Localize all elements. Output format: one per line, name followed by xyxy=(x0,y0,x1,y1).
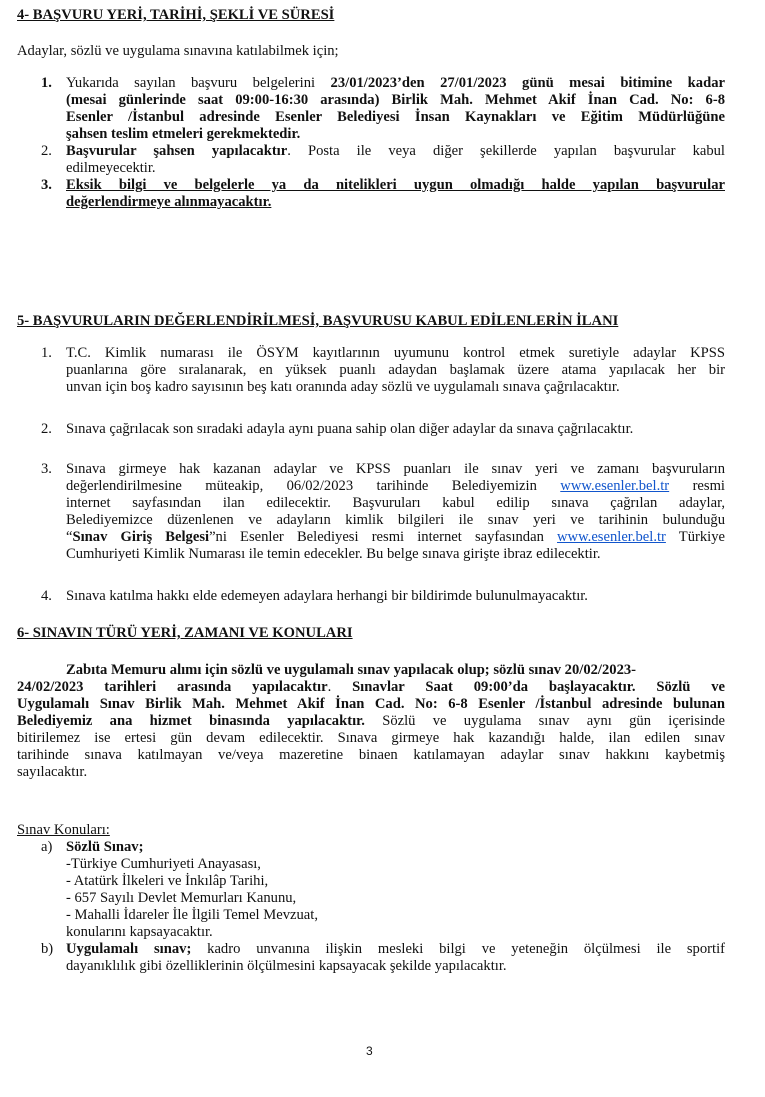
list-item-line xyxy=(66,478,725,495)
section-4-intro: Adaylar, sözlü ve uygulama sınavına katılabilmek için; xyxy=(17,43,339,59)
bold-text: 24/02/2023 tarihleri arasında yapılacaktır xyxy=(17,679,328,695)
list-marker: b) xyxy=(41,941,54,957)
paragraph-line xyxy=(17,679,725,696)
list-number: 3. xyxy=(41,461,52,477)
paragraph-line: Zabıta Memuru alımı için sözlü ve uygulamalı sınav yapılacak olup; sözlü sınav 20/02/2023- xyxy=(66,662,637,678)
text: Yukarıda sayılan başvuru belgelerini xyxy=(66,75,331,91)
exam-topics-label: Sınav Konuları: xyxy=(17,822,110,838)
page-number: 3 xyxy=(366,1044,373,1058)
text: değerlendirilmesine müteakip, 06/02/2023 tarihinde Belediyemizin xyxy=(66,478,561,494)
list-item-line xyxy=(66,941,725,958)
list-number: 1. xyxy=(41,345,52,361)
list-number: 4. xyxy=(41,588,52,604)
practical-exam-title: Uygulamalı sınav; xyxy=(66,941,192,957)
list-item-line: şahsen teslim etmeleri gerekmektedir. xyxy=(66,126,301,142)
list-item-line: (mesai günlerinde saat 09:00-16:30 arasında) Birlik Mah. Mehmet Akif İnan Cad. No: 6-8 xyxy=(66,92,725,108)
bold-text: Belediyemiz ana hizmet binasında yapılacaktır. xyxy=(17,713,365,729)
paragraph-line: tarihinde sınava katılmayan ve/veya mazeretine binaen katılamayan adaylar sınav hakkını kaybetmiş xyxy=(17,747,725,763)
list-item-line xyxy=(66,529,725,546)
section-4-heading: 4- BAŞVURU YERİ, TARİHİ, ŞEKLİ VE SÜRESİ xyxy=(17,7,335,23)
list-marker: a) xyxy=(41,839,53,855)
paragraph-line: Uygulamalı Sınav Birlik Mah. Mehmet Akif İnan Cad. No: 6-8 Esenler /İstanbul adresinde bulunan xyxy=(17,696,725,712)
website-link[interactable]: www.esenler.bel.tr xyxy=(560,478,670,494)
text: ”ni Esenler Belediyesi resmi internet sayfasından xyxy=(209,529,558,545)
list-item-line: Cumhuriyeti Kimlik Numarası ile temin edecekler. Bu belge sınava girişte ibraz edilecektir. xyxy=(66,546,601,562)
bold-text: 23/01/2023’den 27/01/2023 günü mesai bitimine kadar xyxy=(330,75,725,91)
text: “ xyxy=(66,529,73,545)
paragraph-line: bitirilemez ise ertesi gün devam edilecektir. Sınava girmeye hak kazandığı halde, ilan edilen sınav xyxy=(17,730,725,746)
paragraph-line: sayılacaktır. xyxy=(17,764,88,780)
text: Sözlü ve uygulama sınav aynı gün içerisinde xyxy=(364,713,726,729)
list-item-line: Belediyemizce düzenlenen ve adayların kimlik bilgileri ile sınav yeri ve tarihinin bulunduğu xyxy=(66,512,725,528)
paragraph-line xyxy=(17,713,725,730)
bold-text: Sınav Giriş Belgesi xyxy=(72,529,210,545)
list-item-line: değerlendirmeye alınmayacaktır. xyxy=(66,194,272,210)
topic-item: -Türkiye Cumhuriyeti Anayasası, xyxy=(66,856,261,872)
text: Türkiye xyxy=(665,529,725,545)
list-item-line: Sınava katılma hakkı elde edemeyen adaylara herhangi bir bildirimde bulunulmayacaktır. xyxy=(66,588,588,604)
list-item-line: internet sayfasından ilan edilecektir. Başvuruları kabul edilip sınava çağrılan adaylar, xyxy=(66,495,725,511)
bold-text: Başvurular şahsen yapılacaktır xyxy=(66,143,288,159)
list-item-line: T.C. Kimlik numarası ile ÖSYM kayıtlarının uyumunu kontrol etmek suretiyle adaylar KPSS xyxy=(66,345,725,361)
bold-text: Sınavlar Saat 09:00’da başlayacaktır. Sözlü ve xyxy=(352,679,725,695)
topic-item: konularını kapsayacaktır. xyxy=(66,924,213,940)
list-item-line: dayanıklılık gibi özelliklerinin ölçülmesini kapsayacak şekilde yapılacaktır. xyxy=(66,958,507,974)
list-item-line xyxy=(66,75,725,92)
list-item-line: Sınava girmeye hak kazanan adaylar ve KPSS puanları ile sınav yeri ve zamanı başvuruların xyxy=(66,461,725,477)
topic-item: - Mahalli İdareler İle İlgili Temel Mevzuat, xyxy=(66,907,318,923)
website-link[interactable]: www.esenler.bel.tr xyxy=(557,529,666,545)
list-number: 3. xyxy=(41,177,52,193)
topic-item: - 657 Sayılı Devlet Memurları Kanunu, xyxy=(66,890,297,906)
topic-item: - Atatürk İlkeleri ve İnkılâp Tarihi, xyxy=(66,873,269,889)
section-5-heading: 5- BAŞVURULARIN DEĞERLENDİRİLMESİ, BAŞVURUSU KABUL EDİLENLERİN İLANI xyxy=(17,313,619,329)
list-item-line: puanlarına göre sıralanarak, en yüksek puanlı adaydan başlamak üzere atama yapılacak her bir xyxy=(66,362,725,378)
list-number: 2. xyxy=(41,143,52,159)
list-item-line: Sınava çağrılacak son sıradaki adayla aynı puana sahip olan diğer adaylar da sınava çağrılacaktır. xyxy=(66,421,634,437)
list-item-line: unvan için boş kadro sayısının beş katı oranında aday sözlü ve uygulamalı sınava çağrılacaktır. xyxy=(66,379,620,395)
text: . Posta ile veya diğer şekillerde yapılan başvurular kabul xyxy=(287,143,725,159)
list-item-line: Esenler /İstanbul adresinde Esenler Belediyesi İnsan Kaynakları ve Eğitim Müdürlüğüne xyxy=(66,109,725,125)
list-item-line: edilmeyecektir. xyxy=(66,160,156,176)
list-number: 2. xyxy=(41,421,52,437)
list-item-line xyxy=(66,143,725,160)
list-item-line: Eksik bilgi ve belgelerle ya da nitelikleri uygun olmadığı halde yapılan başvurular xyxy=(66,177,725,193)
text: kadro unvanına ilişkin mesleki bilgi ve yeteneğin ölçülmesi ile sportif xyxy=(191,941,725,957)
section-6-heading: 6- SINAVIN TÜRÜ YERİ, ZAMANI VE KONULARI xyxy=(17,625,353,641)
text: . xyxy=(327,679,353,695)
text: resmi xyxy=(669,478,725,494)
oral-exam-title: Sözlü Sınav; xyxy=(66,839,144,855)
list-number: 1. xyxy=(41,75,52,91)
